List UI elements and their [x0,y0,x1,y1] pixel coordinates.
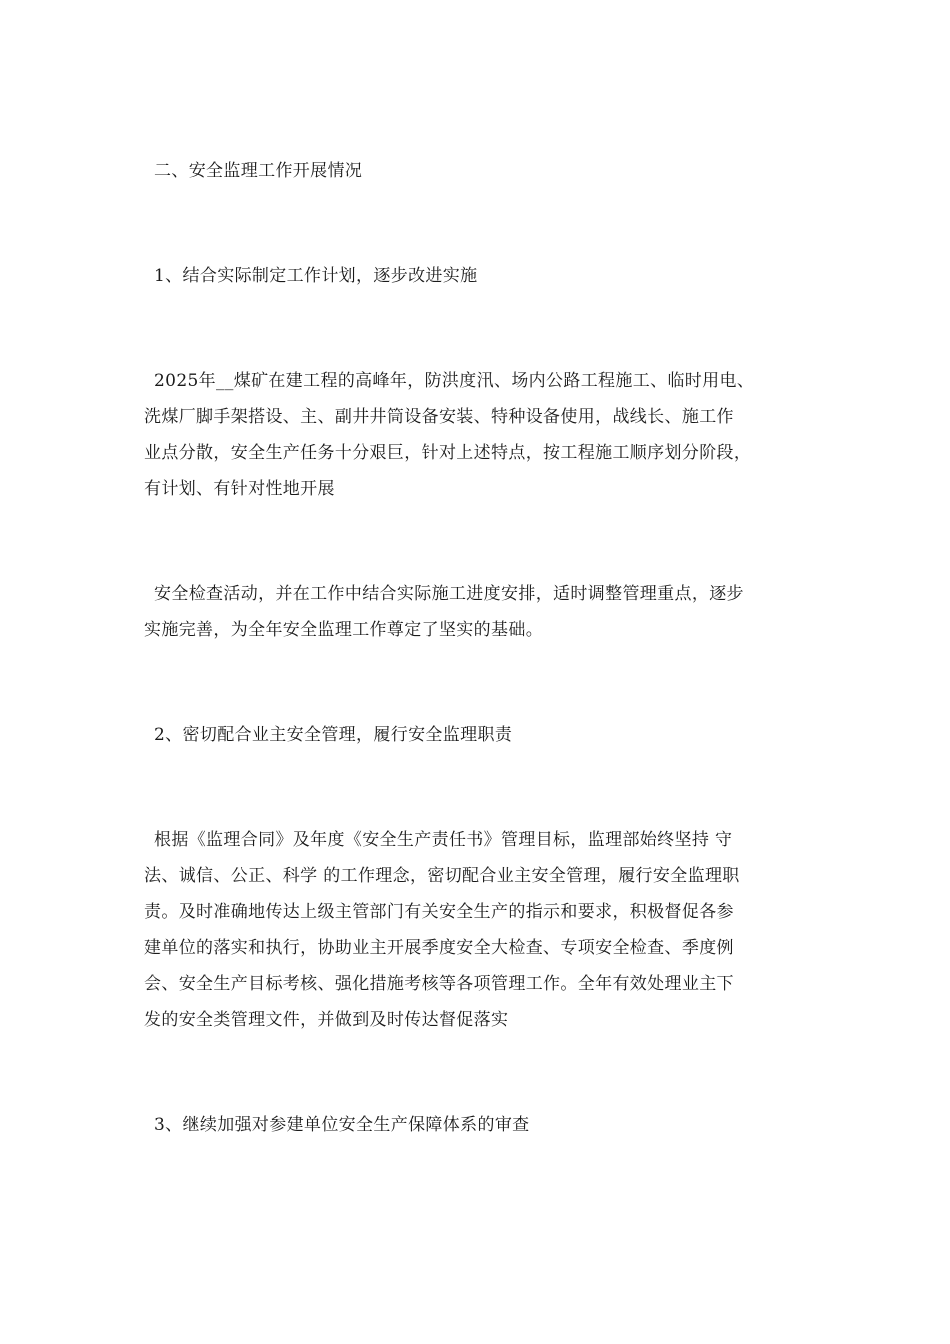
paragraph-1-line-3: 业点分散，安全生产任务十分艰巨，针对上述特点，按工程施工顺序划分阶段， [144,443,752,463]
paragraph-3-line-6: 发的安全类管理文件，并做到及时传达督促落实 [144,1010,509,1030]
subsection-3-heading: 3、继续加强对参建单位安全生产保障体系的审查 [154,1115,530,1135]
section-heading: 二、安全监理工作开展情况 [154,161,363,181]
paragraph-1-line-1: 2025年__煤矿在建工程的高峰年，防洪度汛、场内公路工程施工、临时用电、 [154,371,755,391]
paragraph-3-line-5: 会、安全生产目标考核、强化措施考核等各项管理工作。全年有效处理业主下 [144,974,734,994]
paragraph-2-line-1: 安全检查活动，并在工作中结合实际施工进度安排，适时调整管理重点，逐步 [154,584,744,604]
paragraph-1-line-2: 洗煤厂脚手架搭设、主、副井井筒设备安装、特种设备使用，战线长、施工作 [144,407,734,427]
paragraph-3-line-1: 根据《监理合同》及年度《安全生产责任书》管理目标，监理部始终坚持 守 [154,830,733,850]
paragraph-2-line-2: 实施完善，为全年安全监理工作尊定了坚实的基础。 [144,620,544,640]
subsection-1-heading: 1、结合实际制定工作计划，逐步改进实施 [154,266,478,286]
paragraph-3-line-4: 建单位的落实和执行，协助业主开展季度安全大检查、专项安全检查、季度例 [144,938,734,958]
paragraph-3-line-3: 责。及时准确地传达上级主管部门有关安全生产的指示和要求，积极督促各参 [144,902,734,922]
subsection-2-heading: 2、密切配合业主安全管理，履行安全监理职责 [154,725,513,745]
paragraph-1-line-4: 有计划、有针对性地开展 [144,479,335,499]
paragraph-3-line-2: 法、诚信、公正、科学 的工作理念，密切配合业主安全管理，履行安全监理职 [144,866,740,886]
